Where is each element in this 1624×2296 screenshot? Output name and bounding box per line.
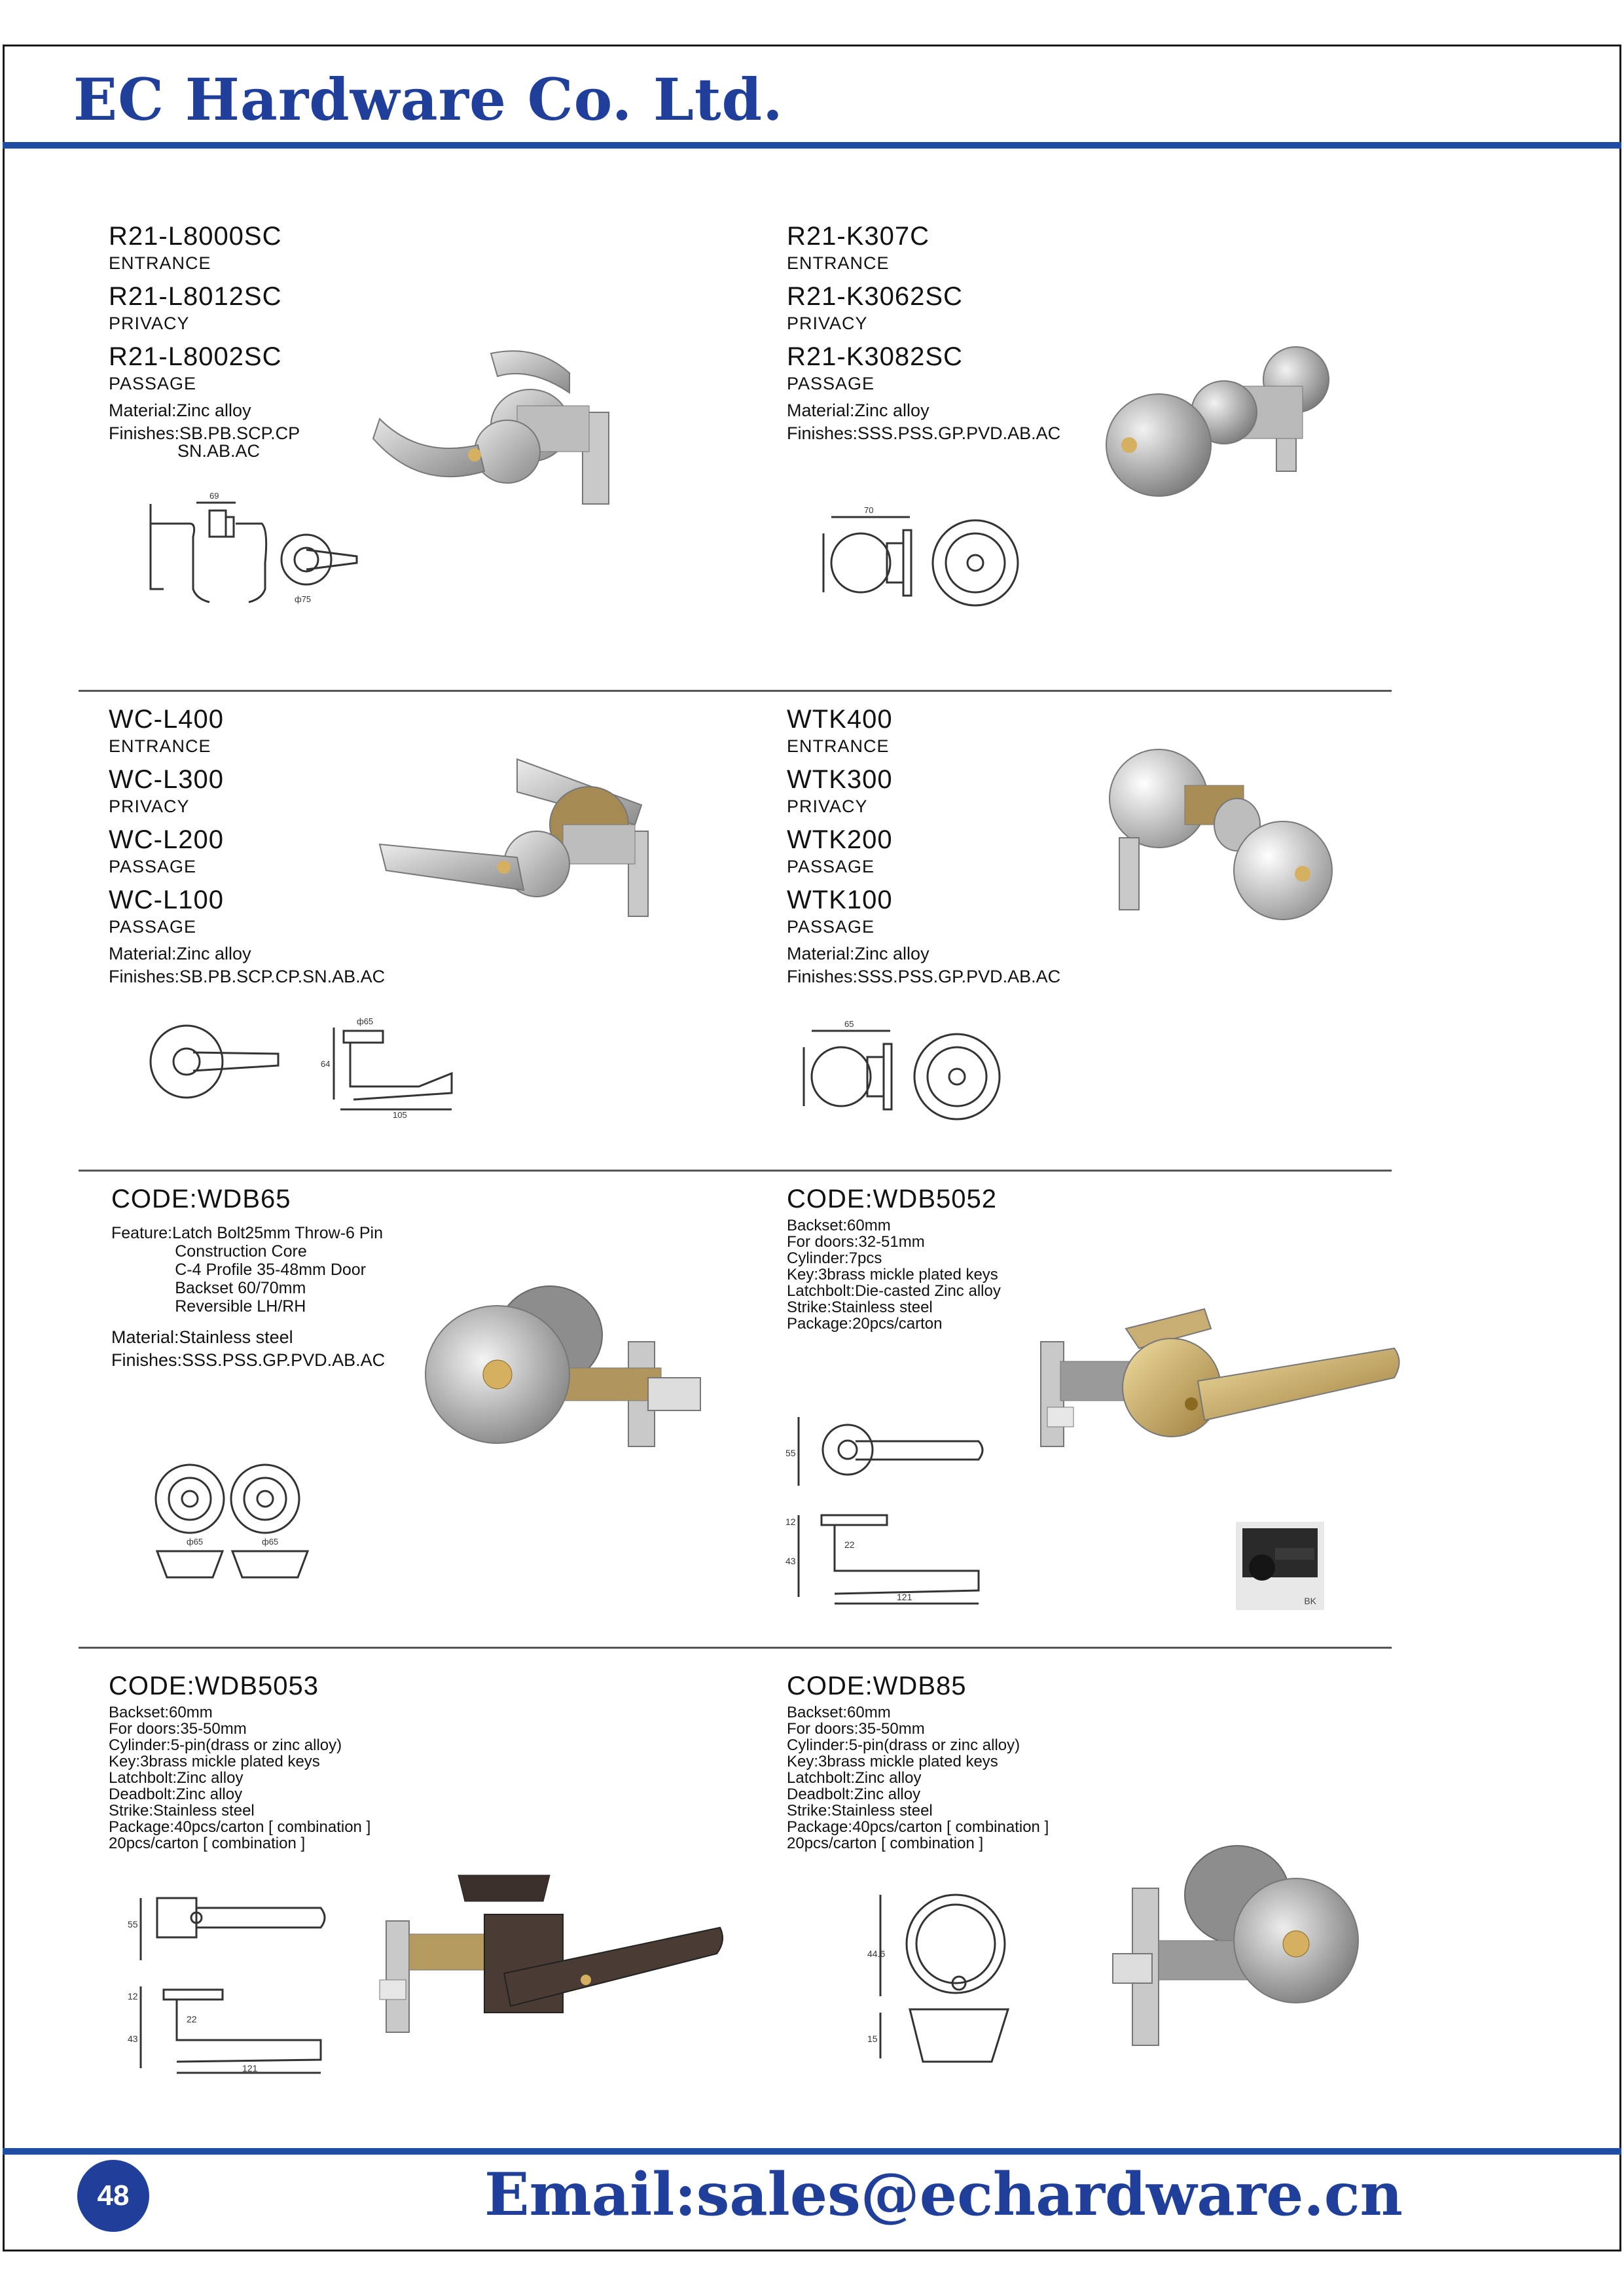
product-wdb65	[111, 1183, 385, 1369]
company-title: EC Hardware Co. Ltd.	[73, 65, 784, 134]
section-divider	[79, 1647, 1392, 1649]
model-name: WC-L200	[109, 825, 224, 854]
model-type: PASSAGE	[787, 857, 875, 876]
product-code: CODE:WDB5053	[109, 1672, 319, 1700]
model-name: R21-L8012SC	[109, 282, 282, 311]
model-name: WC-L300	[109, 765, 224, 794]
model-type: PRIVACY	[787, 797, 868, 816]
product-wdb85	[787, 1670, 1049, 1852]
model-type: ENTRANCE	[109, 253, 211, 273]
model-type: PASSAGE	[787, 374, 875, 393]
dimension-label: 64	[321, 1059, 331, 1069]
model-name: WC-L400	[109, 705, 224, 734]
model-type: PASSAGE	[109, 917, 197, 937]
finishes-text: Finishes:SSS.PSS.GP.PVD.AB.AC	[111, 1350, 386, 1370]
section-divider	[79, 1170, 1392, 1172]
material-text: Material:Zinc alloy	[787, 944, 929, 963]
product-r21-lever	[109, 221, 300, 460]
dimension-label: 121	[897, 1592, 912, 1602]
wtk-knob-lockset-photo	[1087, 740, 1348, 929]
product-code: CODE:WDB85	[787, 1672, 967, 1700]
model-type: PASSAGE	[109, 857, 197, 876]
finishes-text: Finishes:SB.PB.SCP.CP.SN.AB.AC	[109, 967, 386, 986]
dimension-label: 55	[128, 1919, 138, 1929]
spec-text: Backset:60mm For doors:35-50mm Cylinder:5-pin(drass or zinc alloy) Key:3brass mickle plated keys Latchbolt:Zinc alloy Deadbolt:Zinc alloy Strike:Stainless steel Package:40pcs/carton [ combination ] 20pcs/carton [ combination ]	[787, 1704, 1049, 1852]
material-text: Material:Zinc alloy	[787, 401, 929, 420]
material-text: Material:Zinc alloy	[109, 401, 251, 420]
finish-swatch-bk	[1236, 1522, 1324, 1610]
dimension-label: 43	[128, 2034, 138, 2044]
model-type: PRIVACY	[109, 314, 190, 333]
knob-lockset-photo	[1093, 340, 1355, 517]
model-name: R21-L8000SC	[109, 222, 282, 251]
model-type: ENTRANCE	[109, 736, 211, 756]
model-type: ENTRANCE	[787, 253, 890, 273]
dimension-label: 22	[844, 1539, 855, 1550]
dimension-label: 43	[785, 1556, 796, 1566]
model-type: PASSAGE	[787, 917, 875, 937]
r21-lever-dimension-drawing	[131, 484, 380, 615]
swatch-label: BK	[1304, 1596, 1316, 1606]
model-name: WTK200	[787, 825, 893, 854]
model-name: R21-L8002SC	[109, 342, 282, 371]
page-number-badge: 48	[77, 2160, 149, 2232]
model-name: R21-K307C	[787, 222, 930, 251]
product-code: CODE:WDB65	[111, 1185, 291, 1213]
dimension-label: ф65	[187, 1537, 204, 1547]
product-wdb5052	[787, 1183, 1001, 1332]
product-wtk-knob	[787, 704, 1060, 986]
wdb5052-dimension-drawing	[782, 1401, 1031, 1610]
dimension-label: ф65	[357, 1016, 374, 1026]
wc-lever-dimension-drawing	[144, 1008, 471, 1119]
model-type: PASSAGE	[109, 374, 197, 393]
product-r21-knob	[787, 221, 1060, 442]
contact-email[interactable]: Email:sales@echardware.cn	[484, 2160, 1403, 2229]
dimension-label: 55	[785, 1448, 796, 1458]
model-type: ENTRANCE	[787, 736, 890, 756]
lever-lockset-photo	[367, 340, 655, 524]
finishes-text: Finishes:SSS.PSS.GP.PVD.AB.AC	[787, 423, 1061, 443]
lever-wdb5053-photo	[373, 1862, 727, 2045]
spec-text: Backset:60mm For doors:35-50mm Cylinder:5-pin(drass or zinc alloy) Key:3brass mickle plated keys Latchbolt:Zinc alloy Deadbolt:Zinc alloy Strike:Stainless steel Package:40pcs/carton [ combination ] 20pcs/carton [ combination ]	[109, 1704, 371, 1852]
wdb85-dimension-drawing	[864, 1892, 1034, 2075]
dimension-label: 105	[393, 1110, 407, 1119]
product-code: CODE:WDB5052	[787, 1185, 997, 1213]
model-name: WTK400	[787, 705, 893, 734]
section-divider	[79, 690, 1392, 692]
spec-text: Backset:60mm For doors:32-51mm Cylinder:7pcs Key:3brass mickle plated keys Latchbolt:Die-casted Zinc alloy Strike:Stainless steel Package:20pcs/carton	[787, 1217, 1001, 1333]
model-type: PRIVACY	[787, 314, 868, 333]
wc-lever-lockset-photo	[373, 753, 661, 929]
dimension-label: 12	[785, 1516, 796, 1527]
model-name: WC-L100	[109, 886, 224, 914]
deadbolt-wdb65-photo	[419, 1283, 707, 1479]
dimension-label: 70	[864, 505, 874, 515]
dimension-label: 12	[128, 1991, 138, 2001]
model-type: PRIVACY	[109, 797, 190, 816]
deadbolt-wdb85-photo	[1106, 1842, 1381, 2052]
finishes-text: Finishes:SSS.PSS.GP.PVD.AB.AC	[787, 967, 1061, 986]
material-text: Material:Stainless steel	[111, 1327, 293, 1347]
model-name: R21-K3082SC	[787, 342, 963, 371]
footer-rule	[3, 2148, 1621, 2155]
dimension-label: 22	[187, 2014, 197, 2024]
dimension-label: 65	[844, 1019, 854, 1029]
model-name: WTK300	[787, 765, 893, 794]
feature-text: Feature:Latch Bolt25mm Throw-6 Pin Construction Core C-4 Profile 35-48mm Door Backset 60/70mm Reversible LH/RH	[111, 1224, 384, 1316]
product-wdb5053	[109, 1670, 370, 1852]
finishes-text: Finishes:SB.PB.SCP.CP SN.AB.AC	[109, 423, 300, 461]
dimension-label: 121	[242, 2063, 258, 2073]
dimension-label: 69	[209, 491, 219, 501]
model-name: R21-K3062SC	[787, 282, 963, 311]
wtk-knob-dimension-drawing	[785, 1018, 1021, 1129]
model-name: WTK100	[787, 886, 893, 914]
dimension-label: 15	[867, 2034, 878, 2044]
wdb5053-dimension-drawing	[124, 1888, 340, 2078]
wdb65-dimension-drawing	[144, 1453, 334, 1584]
material-text: Material:Zinc alloy	[109, 944, 251, 963]
dimension-label: ф65	[262, 1537, 279, 1547]
product-wc-lever	[109, 704, 385, 986]
dimension-label: 44.6	[867, 1948, 886, 1959]
lever-wdb5052-photo	[1028, 1289, 1401, 1460]
header-rule	[3, 142, 1621, 149]
dimension-label: ф75	[295, 594, 312, 604]
r21-knob-dimension-drawing	[812, 504, 1047, 615]
